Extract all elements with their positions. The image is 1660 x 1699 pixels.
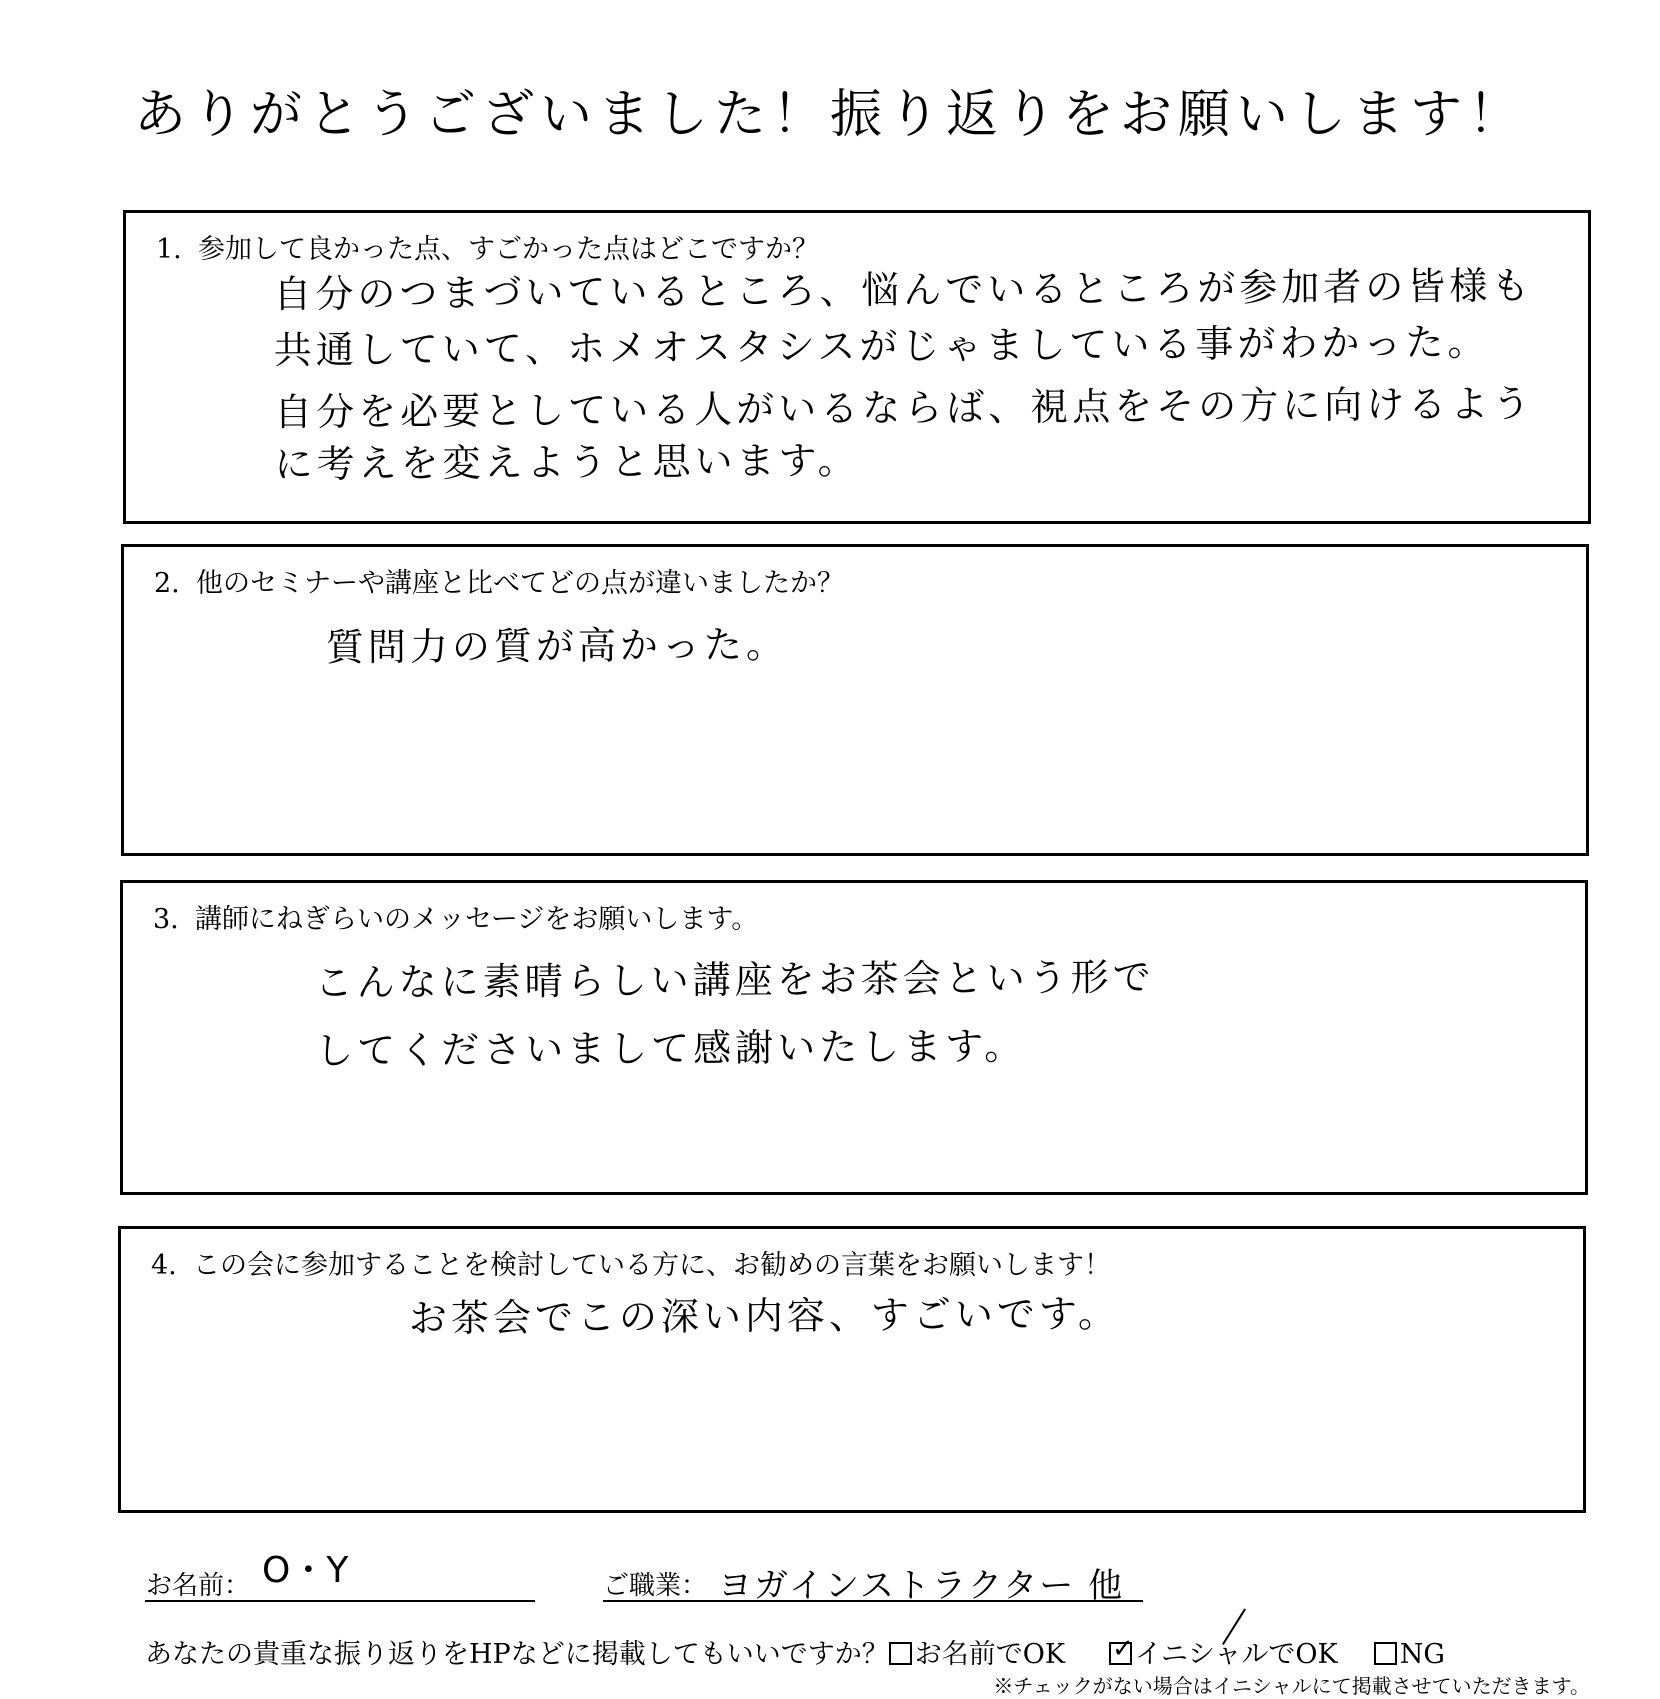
question-label-3 (153, 897, 758, 936)
name-label: お名前： (146, 1571, 251, 1601)
page-title: ありがとうございました！振り返りをお願いします！ (133, 85, 1526, 145)
question-label-4 (151, 1243, 1111, 1282)
question-box-1 (123, 210, 1591, 524)
answer-4[interactable] (408, 1291, 1121, 1356)
option-ng-checkbox[interactable] (1374, 1642, 1397, 1665)
answer-3[interactable] (314, 955, 1156, 1088)
answer-2[interactable] (325, 622, 789, 684)
question-number-3: 3. (153, 904, 179, 935)
question-number-1: 1. (156, 234, 182, 265)
job-underline (603, 1600, 1143, 1602)
question-label-1 (156, 227, 819, 266)
question-number-2: 2. (154, 568, 180, 599)
consent-row (145, 1632, 1445, 1671)
answer-1-line-2: 共通していて、ホメオスタシスがじゃましている事がわかった。 (273, 319, 1490, 373)
footnote: ※チェックがない場合はイニシャルにて掲載させていただきます。 (993, 1674, 1590, 1698)
option-initial-ok-label: イニシャルでOK (1135, 1639, 1338, 1670)
option-name-ok-label: お名前でOK (914, 1639, 1066, 1670)
question-text-1: 参加して良かった点、すごかった点はどこですか？ (198, 234, 819, 265)
name-value[interactable]: O・Y (262, 1550, 349, 1591)
answer-1-line-4: に考えを変えようと思います。 (274, 438, 860, 487)
answer-1-line-3: 自分を必要としている人がいるならば、視点をその方に向けるよう (274, 381, 1535, 435)
question-text-4: この会に参加することを検討している方に、お勧めの言葉をお願いします！ (193, 1250, 1111, 1281)
question-label-2 (154, 561, 844, 600)
answer-3-line-1: こんなに素晴らしい講座をお茶会という形で (314, 955, 1155, 1005)
question-box-4 (118, 1226, 1586, 1513)
answer-3-line-2: してくださいまして感謝いたします。 (315, 1023, 1027, 1073)
consent-question: あなたの貴重な振り返りをHPなどに掲載してもいいですか？ (145, 1639, 889, 1670)
question-box-3 (120, 880, 1588, 1195)
name-underline (145, 1600, 535, 1602)
question-box-2 (121, 544, 1589, 856)
option-initial-ok-checkbox[interactable] (1109, 1642, 1132, 1665)
answer-1[interactable] (273, 263, 1535, 502)
question-number-4: 4. (151, 1250, 177, 1281)
job-value[interactable]: ヨガインストラクター 他 (718, 1566, 1125, 1606)
option-name-ok-checkbox[interactable] (889, 1642, 912, 1665)
job-label: ご職業： (603, 1571, 708, 1601)
answer-4-line-1: お茶会でこの深い内容、すごいです。 (408, 1291, 1121, 1341)
answer-1-line-1: 自分のつまづいているところ、悩んでいるところが参加者の皆様も (273, 263, 1534, 317)
answer-2-line-1: 質問力の質が高かった。 (325, 622, 789, 670)
question-text-2: 他のセミナーや講座と比べてどの点が違いましたか？ (196, 568, 844, 599)
question-text-3: 講師にねぎらいのメッセージをお願いします。 (195, 904, 759, 935)
option-ng-label: NG (1399, 1639, 1445, 1670)
